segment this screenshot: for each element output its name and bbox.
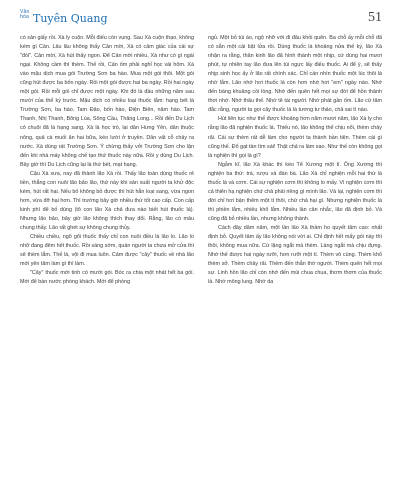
left-text-column [20, 34, 194, 287]
page-header [20, 8, 382, 32]
paragraph: "Cây" thuốc mới tinh có mười gói. Bóc ra chia một nhát hết ba gói. Mới để bàn nước phòng khách. Mới để phòng [20, 270, 194, 286]
right-text-column [208, 34, 382, 287]
paragraph: có sản giấy rồi. Xà ly cuộn. Mỗi điếu còn vụng. Sau Xà cuộn thạo, không kém gì Cản. Lâu lâu không thấy Cản mời, Xà có cảm giác của cái sự "đói". Cản mời, Xà hút thấy ngon. Để Cản mời nhiều, Xà như có gì ngài ngại. Không cầm thì thèm. Thế rồi, Cản ốm phải nghỉ học vài hôm. Xà vào mậu dịch mua gói Trường Sơn ba hào. Mua một gói thôi. Một gói cũng hút được ba bốn ngày. Rồi một gói được hai ba ngày. Rồi hai ngày một gói. Rồi mỗi gói chỉ được một ngày. Khi đó là đầu những năm sau mười của thế kỷ trước. Mậu dịch có nhiều loại thuốc lắm: hạng bét là Trường Sơn, ba hào. Tam Đảo, bốn hào, Điện Biên, năm hào. Tam Thanh, Nhị Thanh, Bông Lúa, Sông Cầu, Thăng Long... Rồi đến Du Lịch có chuôi đã là hạng sang. Xà là học trò, lại dân Hưng Yên, dân thuộc nông, quả cà muối ăn hai bữa, kéo lười ở truyền. Dân vất cỗ chảy ra nước. Xà dùng rát Trường Sơn. Ý chừng thấy vởi Trường Sơn cho lận đến khi nhà máy không chế tạo thứ thuốc này nữa. Rồi y dùng Du Lịch. Bây giờ thì Du Lịch cũng lại là thứ bét, mạt hạng. [20, 35, 194, 168]
paragraph: Chiều chiều, ngõ gõi thuốc thấy chỉ con nuôi điều là lão lo. Lão lo nhỡ đang đêm hết thuốc. Rồi sáng sớm, quán người ta chưa mở cửa thì sẽ thèm lắm. Thế là, vội đi mua luôn. Cảm được "cây" thuốc về nhà lão mới yên tâm làm gì thì làm. [20, 234, 194, 268]
logo-small-text: Văn hóa [20, 9, 30, 20]
paragraph: Cậu Xà xưa, nay đã thành lão Xà rồi. Thấy lão toàn dùng thuốc rẻ tiền, thẳng con nuôi lão bảo lão, thứ này khi sản xuất người ta khử độc kém, hút rất hại. Nếu bỏ không bỏ được thì hút hẳn loại sang, vừa ngon hơn, vừa đỡ hại hơn. Thì trường bây giờ nhiều thứ tốt cao cấp. Con cấp kinh phí để bố dùng (tô con lão Xà chả đưa nào biết hút thuốc lá). Nhưng lão bảo, bây giờ lão không thích thay đổi. Rằng, lão có mâu chung thấy. Lão rất ghét sự không chung thủy. [20, 170, 194, 231]
paragraph: Cách đây dăm năm, một lần lão Xà thầm ho quyết tâm cao: nhất định bỏ. Quyết tâm ấy lão không nói với ai. Chỉ định hết mấy gói này thì thôi, không mua nữa. Cứ lặng ngắt mà thèm. Làng ngắt mà chịu đựng. Nhớ thế được hai ngày rưỡi, hơn rưỡi một tí. Thèm vô cùng. Thèm khổ thèm sở. Thèm chảy rãi. Thèm đến thẫn thờ người. Thèm quên hết mọi sự. Linh hồn lão chỉ còn nhớ đến mùi chua chua, thơm thơm của thuốc lá. Nhớ mông lung. Nhớ da [208, 224, 382, 286]
paragraph: Ngẫm kĩ, lão Xà khác thì kéo Tể Xương một tí. Ông Xương thì nghiện ba thứ: trà, rượu và đàn bà. Lão Xà chỉ nghiện mỗi hai thứ là thuốc lá và cơm. Cái sự nghiện cơm thì không lo mấy. Vì nghiện cơm thì cả thiên hạ nghiện chứ chả phải riêng gì mình lão. Và lại, nghiện cơm thì đời chỉ hơi bận thêm một tí thôi, chứ chả hại gì. Nhưng nghiện thuốc lá thì phiền lắm, nhiều khổ lắm. Nhiều lần cân nhắc, lão đã định bỏ. Và cũng đã bỏ nhiều lần, nhưng không thành. [208, 161, 382, 222]
page-number: 51 [368, 10, 382, 25]
paragraph: ngủ. Một bỏ túi áo, ngộ nhỡ với đi đâu khỏi quên. Ba chỗ ấy mỗi chỗ đã có sẵn một cái bật lửa rồi. Dùng thuốc lá khoảng nửa thế kỷ, lão Xà nhận ra rằng, thân kinh lão đã hình thành một nhịp, cứ dùng hai mươi phút, tự nhiên tay lão đưa lên túi ngực lấy điếu thuốc. Ai để ý, sẽ thấy nhịp sinh học ấy ở lão rất chính xác. Chỉ cần nhìn thuốc một lúc thôi là nhớ lắm. Lão nhớ hơi thuốc lá còn hơn nhớ hơi "em" ngày nào. Nhớ đến bàng khuâng cồi lòng. Nhớ đến quên hết mọi sự đời để hồn thảnh thơi nhớ. Nhớ thâu thế. Nhớ tê tái người. Nhớ phát gần ốm. Lão cứ tâm đắc rằng, người ta gọi cây thuốc lá là tương tư thảo, chả sai tí nào. [208, 35, 382, 114]
paragraph: Hút liên tục như thế được khoảng hơn năm mươi năm, lão Xà ly cho rằng lão đã nghiện thuốc lá. Thiếu nó, lão không thể chịu nổi, thèm chảy rãi. Cái sự thèm rất dễ làm cho người ta thành bần tiện. Thèm cái gì cũng thế. Đổ gạt tàn tìm sái! Thật chả ra làm sao. Như thế còn không gọi là nghiện thì gọi là gì? [208, 116, 383, 159]
logo-main-text: Tuyên Quang [33, 12, 108, 25]
